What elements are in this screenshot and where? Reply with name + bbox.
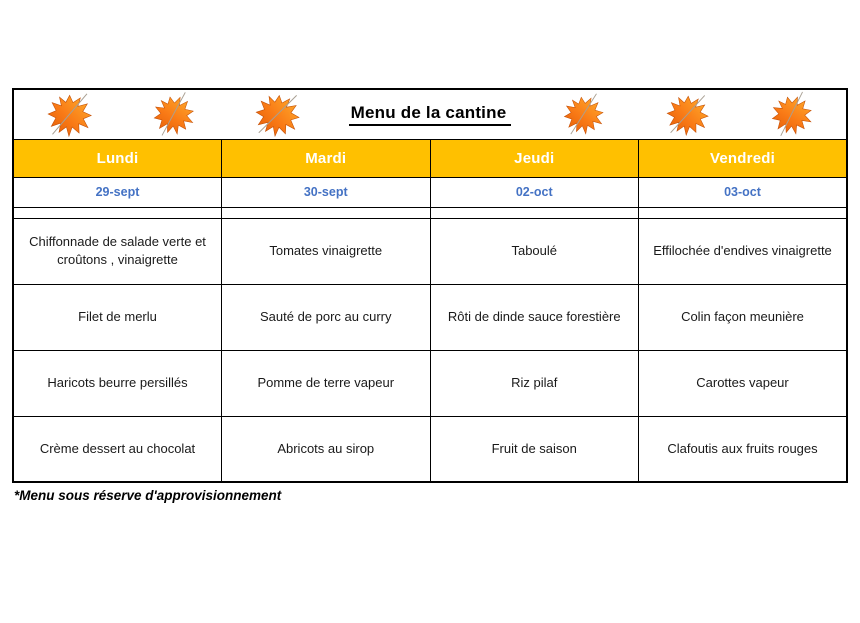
- spacer-cell: [13, 207, 222, 218]
- date-cell: 29-sept: [13, 177, 222, 207]
- cantine-menu-document: [12, 88, 848, 503]
- menu-row: [13, 284, 847, 350]
- day-header-lundi: Lundi: [13, 139, 222, 177]
- menu-item-cell: Haricots beurre persillés: [13, 350, 222, 416]
- menu-item-cell: Effilochée d'endives vinaigrette: [639, 218, 848, 284]
- spacer-row: [13, 207, 847, 218]
- maple-leaf-icon: [757, 87, 825, 141]
- spacer-cell: [222, 207, 431, 218]
- menu-item-cell: Filet de merlu: [13, 284, 222, 350]
- menu-row: [13, 350, 847, 416]
- menu-footnote: *Menu sous réserve d'approvisionnement: [14, 488, 282, 503]
- maple-leaf-icon: [140, 88, 207, 140]
- menu-item-cell: Sauté de porc au curry: [222, 284, 431, 350]
- menu-item-cell: Pomme de terre vapeur: [222, 350, 431, 416]
- maple-leaf-icon: [35, 90, 103, 138]
- menu-row: [13, 218, 847, 284]
- menu-item-cell: Abricots au sirop: [222, 416, 431, 482]
- menu-item-cell: Chiffonnade de salade verte et croûtons , vinaigrette: [13, 218, 222, 284]
- day-header-mardi: Mardi: [222, 139, 431, 177]
- date-cell: 02-oct: [430, 177, 639, 207]
- menu-item-cell: Tomates vinaigrette: [222, 218, 431, 284]
- maple-leaf-icon: [551, 91, 614, 138]
- menu-item-cell: Riz pilaf: [430, 350, 639, 416]
- title-row: [13, 89, 847, 139]
- menu-item-cell: Clafoutis aux fruits rouges: [639, 416, 848, 482]
- menu-row: [13, 416, 847, 482]
- spacer-cell: [639, 207, 848, 218]
- maple-leaf-icon: [242, 87, 313, 141]
- day-header-row: [13, 139, 847, 177]
- page-title: Menu de la cantine: [349, 103, 512, 126]
- menu-item-cell: Crème dessert au chocolat: [13, 416, 222, 482]
- date-cell: 30-sept: [222, 177, 431, 207]
- menu-item-cell: Taboulé: [430, 218, 639, 284]
- menu-item-cell: Colin façon meunière: [639, 284, 848, 350]
- menu-item-cell: Rôti de dinde sauce forestière: [430, 284, 639, 350]
- day-header-jeudi: Jeudi: [430, 139, 639, 177]
- day-header-vendredi: Vendredi: [639, 139, 848, 177]
- date-row: [13, 177, 847, 207]
- menu-item-cell: Carottes vapeur: [639, 350, 848, 416]
- maple-leaf-icon: [654, 90, 720, 138]
- date-cell: 03-oct: [639, 177, 848, 207]
- menu-table: [12, 88, 848, 483]
- menu-item-cell: Fruit de saison: [430, 416, 639, 482]
- spacer-cell: [430, 207, 639, 218]
